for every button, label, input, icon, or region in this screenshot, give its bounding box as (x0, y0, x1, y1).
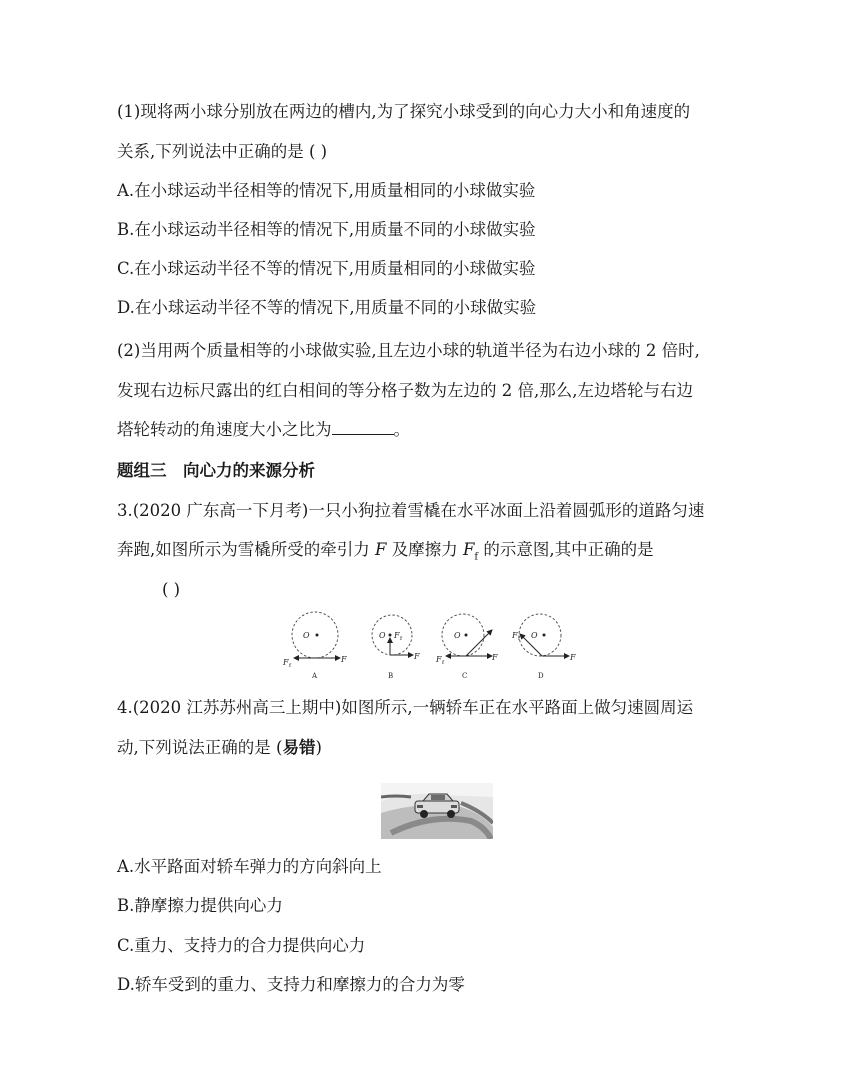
svg-text:A: A (312, 672, 318, 680)
q4-option-c: C.重力、支持力的合力提供向心力 (117, 936, 366, 955)
ff-subscript: f (442, 660, 445, 666)
q2-part2-line3-text: 塔轮转动的角速度大小之比为 (117, 420, 332, 439)
svg-text:D: D (538, 672, 544, 680)
svg-text:O: O (379, 631, 386, 640)
ff-subscript: f (400, 636, 403, 642)
svg-text:O: O (454, 631, 461, 640)
answer-blank (332, 420, 394, 435)
section-title: 题组三 向心力的来源分析 (117, 461, 315, 480)
q4-line1: 4.(2020 江苏苏州高三上期中)如图所示,一辆轿车正在水平路面上做匀速圆周运 (117, 698, 694, 717)
svg-text:F: F (414, 652, 420, 661)
svg-text:O: O (531, 631, 538, 640)
q2-option-a: A.在小球运动半径相等的情况下,用质量相同的小球做实验 (117, 181, 536, 200)
q2-part2-line2: 发现右边标尺露出的红白相间的等分格子数为左边的 2 倍,那么,左边塔轮与右边 (117, 381, 693, 400)
q2-part1-stem-line2: 关系,下列说法中正确的是 ( ) (117, 142, 328, 161)
q2-option-c: C.在小球运动半径不等的情况下,用质量相同的小球做实验 (117, 259, 536, 278)
svg-text:F: F (341, 655, 347, 664)
q3-force-diagrams (280, 610, 580, 682)
ff-subscript: f (518, 636, 521, 642)
svg-text:O: O (303, 631, 310, 640)
svg-text:F: F (512, 631, 518, 640)
ff-subscript: f (289, 663, 292, 669)
svg-text:F: F (492, 653, 498, 662)
q2-part2-line1: (2)当用两个质量相等的小球做实验,且左边小球的轨道半径为右边小球的 2 倍时, (117, 341, 700, 360)
q3-answer-bracket: ( ) (162, 580, 181, 599)
svg-text:F: F (570, 653, 576, 662)
svg-text:F: F (283, 658, 289, 667)
diagram-a (282, 612, 347, 680)
svg-text:C: C (462, 672, 468, 680)
q2-option-d: D.在小球运动半径不等的情况下,用质量不同的小球做实验 (117, 298, 537, 317)
svg-text:F: F (394, 631, 400, 640)
q4-tag: 易错 (282, 738, 316, 757)
q4-option-d: D.轿车受到的重力、支持力和摩擦力的合力为零 (117, 975, 465, 994)
q3-line2: 奔跑,如图所示为雪橇所受的牵引力 F 及摩擦力 $F_f$ 的示意图,其中正确的是 (117, 540, 654, 563)
q4-option-b: B.静摩擦力提供向心力 (117, 896, 283, 915)
q4-option-a: A.水平路面对轿车弹力的方向斜向上 (117, 857, 382, 876)
svg-text:F: F (436, 655, 442, 664)
diagram-d (511, 614, 576, 680)
q2-part2-line3-end: 。 (393, 420, 410, 439)
diagram-c (435, 614, 498, 680)
car-on-curve-image (381, 783, 493, 839)
q4-line2: 动,下列说法正确的是 (易错) (117, 738, 322, 757)
q2-option-b: B.在小球运动半径相等的情况下,用质量不同的小球做实验 (117, 220, 536, 239)
q2-part1-stem-line1: (1)现将两小球分别放在两边的槽内,为了探究小球受到的向心力大小和角速度的 (117, 102, 691, 121)
q3-line1: 3.(2020 广东高一下月考)一只小狗拉着雪橇在水平冰面上沿着圆弧形的道路匀速 (117, 501, 705, 520)
diagram-b (372, 615, 420, 680)
q2-part2-line3 (117, 419, 410, 441)
svg-text:B: B (388, 672, 394, 680)
